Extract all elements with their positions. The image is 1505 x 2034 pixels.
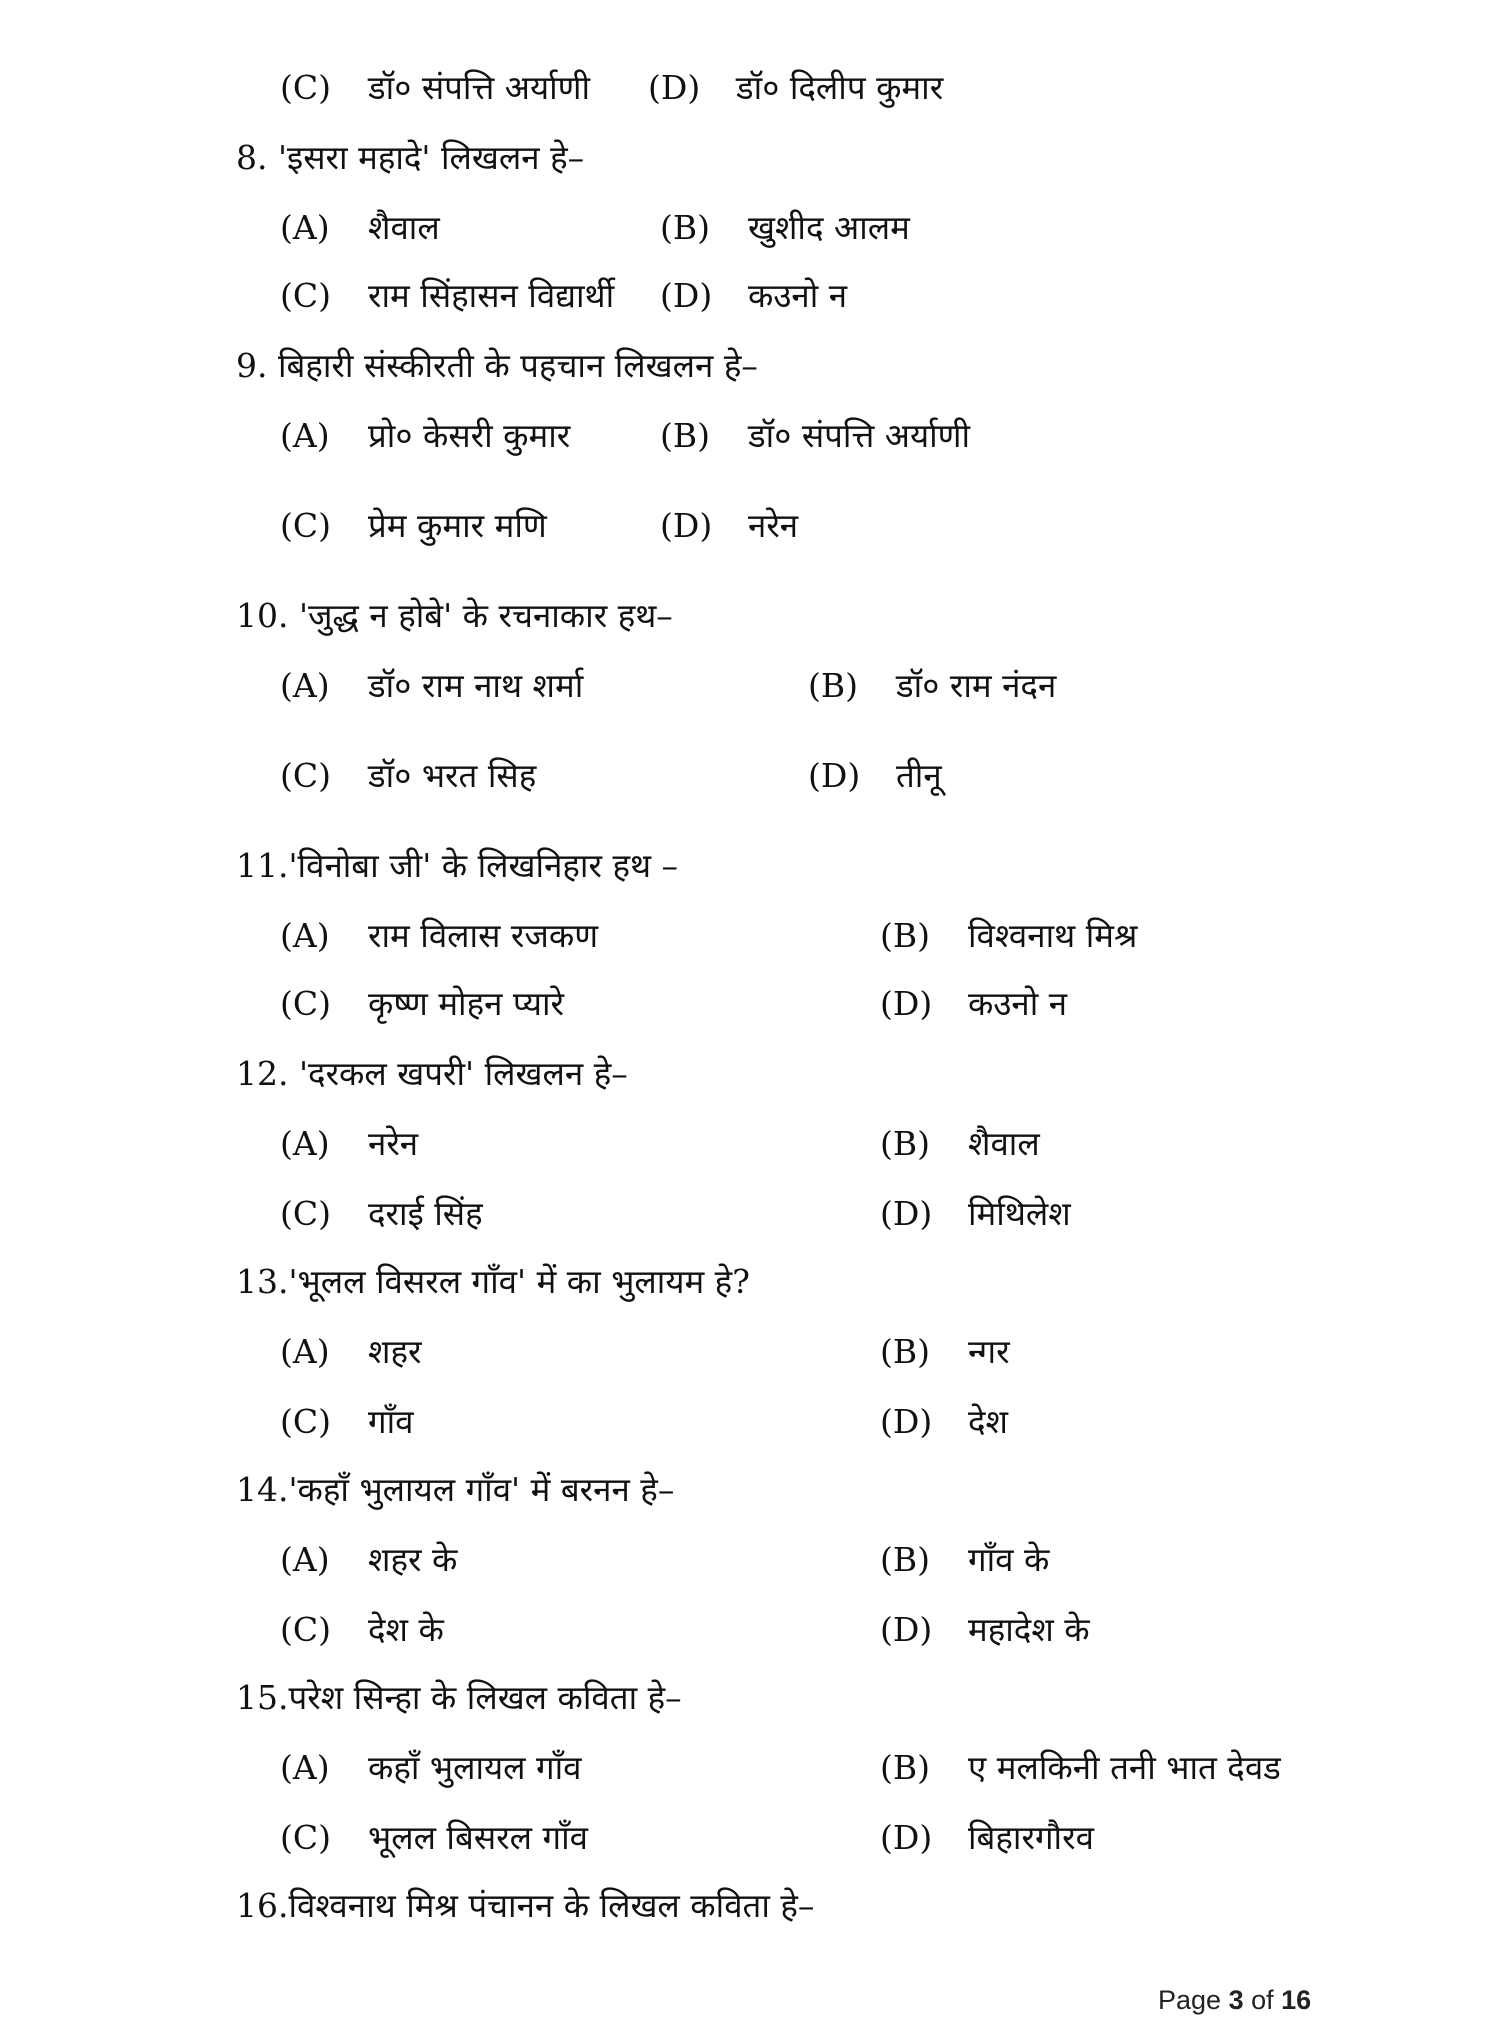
question-line [0, 836, 1505, 896]
answer-option [280, 746, 536, 806]
option-text: नरेन [368, 1124, 419, 1163]
question-line [0, 586, 1505, 646]
option-text: खुशीद आलम [748, 208, 910, 247]
option-text: कउनो न [968, 984, 1068, 1023]
option-text: कृष्ण मोहन प्यारे [368, 984, 565, 1023]
option-letter: (D) [880, 1402, 933, 1441]
question-line [0, 1460, 1505, 1520]
current-page-number: 3 [1228, 1985, 1244, 2015]
question-line [0, 336, 1505, 396]
option-letter: (A) [280, 916, 330, 955]
options-row [0, 906, 1505, 966]
option-text: राम सिंहासन विद्यार्थी [368, 276, 615, 315]
answer-option [280, 266, 614, 326]
answer-option [660, 266, 847, 326]
option-letter: (B) [660, 416, 710, 455]
question-text: 9. बिहारी संस्कीरती के पहचान लिखलन हे– [236, 346, 758, 385]
option-letter: (A) [280, 1332, 330, 1371]
option-letter: (C) [280, 1402, 331, 1441]
option-text: तीनू [896, 756, 942, 795]
answer-option [280, 58, 590, 118]
question-text: 15.परेश सिन्हा के लिखल कविता हे– [236, 1678, 682, 1717]
option-letter: (C) [280, 1818, 331, 1857]
option-text: महादेश के [968, 1610, 1090, 1649]
answer-option [880, 906, 1137, 966]
options-row [0, 406, 1505, 466]
option-letter: (D) [808, 756, 861, 795]
answer-option [880, 974, 1067, 1034]
option-text: न्गर [968, 1332, 1010, 1371]
answer-option [880, 1392, 1008, 1452]
option-text: बिहारगौरव [968, 1818, 1094, 1857]
option-text: भूलल बिसरल गाँव [368, 1818, 588, 1857]
answer-option [660, 198, 910, 258]
answer-option [880, 1738, 1281, 1798]
total-pages-number: 16 [1281, 1985, 1312, 2015]
option-letter: (B) [880, 1748, 930, 1787]
answer-option [280, 1322, 421, 1382]
option-letter: (B) [808, 666, 858, 705]
answer-option [880, 1530, 1049, 1590]
option-text: डॉ० भरत सिह [368, 756, 537, 795]
answer-option [280, 496, 547, 556]
option-text: विश्वनाथ मिश्र [968, 916, 1138, 955]
answer-option [880, 1114, 1040, 1174]
answer-option [280, 1808, 588, 1868]
option-letter: (D) [648, 68, 701, 107]
option-text: शहर [368, 1332, 422, 1371]
option-letter: (D) [880, 1194, 933, 1233]
option-text: डॉ० राम नाथ शर्मा [368, 666, 584, 705]
answer-option [280, 906, 598, 966]
options-row [0, 58, 1505, 118]
options-row [0, 266, 1505, 326]
answer-option [280, 1738, 582, 1798]
question-text: 14.'कहाँ भुलायल गाँव' में बरनन हे– [236, 1470, 675, 1509]
option-letter: (C) [280, 276, 331, 315]
options-row [0, 1322, 1505, 1382]
option-text: ए मलकिनी तनी भात देवड [968, 1748, 1281, 1787]
option-text: नरेन [748, 506, 799, 545]
options-row [0, 974, 1505, 1034]
options-row [0, 1114, 1505, 1174]
options-row [0, 1600, 1505, 1660]
answer-option [880, 1184, 1071, 1244]
option-text: प्रो० केसरी कुमार [368, 416, 571, 455]
option-letter: (C) [280, 1610, 331, 1649]
page-footer [1158, 1985, 1311, 2016]
answer-option [280, 1392, 413, 1452]
answer-option [808, 746, 942, 806]
options-row [0, 496, 1505, 556]
option-letter: (C) [280, 1194, 331, 1233]
options-row [0, 1392, 1505, 1452]
answer-option [280, 406, 570, 466]
options-row [0, 1184, 1505, 1244]
options-row [0, 1530, 1505, 1590]
answer-option [880, 1808, 1094, 1868]
option-letter: (B) [880, 1332, 930, 1371]
option-letter: (C) [280, 68, 331, 107]
option-text: कहाँ भुलायल गाँव [368, 1748, 582, 1787]
answer-option [280, 1184, 483, 1244]
answer-option [808, 656, 1056, 716]
options-row [0, 1808, 1505, 1868]
option-letter: (A) [280, 666, 330, 705]
answer-option [280, 1530, 457, 1590]
option-text: शैवाल [368, 208, 440, 247]
answer-option [280, 1114, 418, 1174]
answer-option [280, 656, 583, 716]
answer-option [280, 974, 564, 1034]
options-row [0, 198, 1505, 258]
answer-option [660, 496, 798, 556]
question-line [0, 1668, 1505, 1728]
option-letter: (A) [280, 1540, 330, 1579]
option-text: गाँव [368, 1402, 414, 1441]
options-row [0, 1738, 1505, 1798]
footer-middle: of [1243, 1985, 1282, 2015]
answer-option [280, 198, 440, 258]
option-letter: (D) [880, 984, 933, 1023]
option-text: डॉ० दिलीप कुमार [736, 68, 944, 107]
answer-option [880, 1600, 1090, 1660]
option-letter: (A) [280, 416, 330, 455]
option-letter: (B) [880, 916, 930, 955]
option-letter: (B) [660, 208, 710, 247]
answer-option [280, 1600, 444, 1660]
answer-option [660, 406, 970, 466]
option-text: शैवाल [968, 1124, 1040, 1163]
options-row [0, 746, 1505, 806]
question-line [0, 1252, 1505, 1312]
option-letter: (A) [280, 1124, 330, 1163]
option-letter: (A) [280, 1748, 330, 1787]
question-line [0, 1876, 1505, 1936]
option-letter: (D) [660, 506, 713, 545]
option-text: डॉ० संपत्ति अर्याणी [368, 68, 591, 107]
option-letter: (A) [280, 208, 330, 247]
option-text: कउनो न [748, 276, 848, 315]
option-letter: (B) [880, 1124, 930, 1163]
option-text: डॉ० राम नंदन [896, 666, 1057, 705]
option-text: देश के [368, 1610, 444, 1649]
option-letter: (C) [280, 756, 331, 795]
answer-option [648, 58, 943, 118]
option-text: डॉ० संपत्ति अर्याणी [748, 416, 971, 455]
option-text: गाँव के [968, 1540, 1050, 1579]
option-text: राम विलास रजकण [368, 916, 599, 955]
option-text: मिथिलेश [968, 1194, 1071, 1233]
question-line [0, 128, 1505, 188]
option-text: दराई सिंह [368, 1194, 483, 1233]
question-text: 8. 'इसरा महादे' लिखलन हे– [236, 138, 585, 177]
options-row [0, 656, 1505, 716]
question-line [0, 1044, 1505, 1104]
option-letter: (D) [880, 1818, 933, 1857]
question-text: 16.विश्वनाथ मिश्र पंचानन के लिखल कविता हे– [236, 1886, 815, 1925]
question-text: 13.'भूलल विसरल गाँव' में का भुलायम हे? [236, 1262, 750, 1301]
option-letter: (B) [880, 1540, 930, 1579]
footer-prefix: Page [1158, 1985, 1229, 2015]
option-text: देश [968, 1402, 1008, 1441]
option-letter: (C) [280, 506, 331, 545]
answer-option [880, 1322, 1010, 1382]
option-text: शहर के [368, 1540, 458, 1579]
option-text: प्रेम कुमार मणि [368, 506, 547, 545]
question-text: 11.'विनोबा जी' के लिखनिहार हथ – [236, 846, 679, 885]
option-letter: (D) [660, 276, 713, 315]
option-letter: (D) [880, 1610, 933, 1649]
question-text: 10. 'जुद्ध न होबे' के रचनाकार हथ– [236, 596, 673, 635]
option-letter: (C) [280, 984, 331, 1023]
question-text: 12. 'दरकल खपरी' लिखलन हे– [236, 1054, 628, 1093]
